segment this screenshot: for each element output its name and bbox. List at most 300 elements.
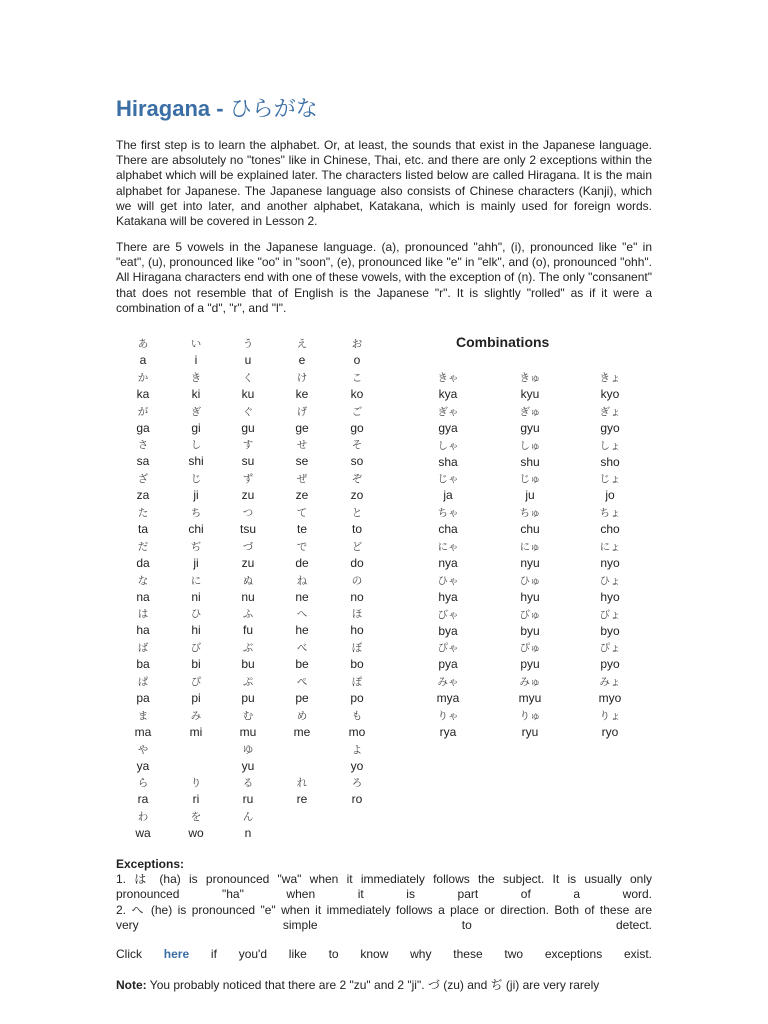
hiragana-cell [272, 539, 332, 571]
romaji-label: nyo [600, 556, 620, 570]
romaji-label: kyu [520, 387, 540, 401]
romaji-label: pyo [600, 657, 620, 672]
kana-char: ず [242, 473, 254, 486]
kana-char: ぎ [190, 405, 202, 418]
romaji-label: sho [600, 454, 620, 469]
hiragana-cell [113, 539, 173, 571]
hiragana-cell [272, 775, 332, 807]
kana-char: わ [137, 811, 149, 824]
combination-cell [418, 370, 478, 402]
combination-cell [580, 471, 640, 503]
romaji-label: ne [295, 589, 309, 604]
kana-char: は [137, 608, 149, 621]
hiragana-cell [327, 640, 387, 672]
combination-cell [418, 438, 478, 470]
romaji-label: jo [605, 488, 615, 503]
romaji-label: se [295, 454, 309, 469]
hiragana-cell [327, 674, 387, 706]
romaji-label: ke [295, 386, 309, 401]
kana-char: て [296, 507, 308, 519]
hiragana-cell [166, 370, 226, 402]
hiragana-cell [272, 606, 332, 638]
hiragana-cell [272, 674, 332, 706]
hiragana-cell [327, 708, 387, 740]
romaji-label: kyo [600, 387, 620, 401]
hiragana-cell [113, 606, 173, 638]
kana-char: ぴ [190, 676, 202, 688]
hiragana-cell [218, 674, 278, 706]
romaji-label: go [350, 420, 364, 435]
kana-char: ちゃ [437, 507, 459, 520]
romaji-label: chi [188, 522, 204, 536]
kana-char: ば [137, 642, 149, 655]
romaji-label: i [194, 353, 198, 367]
hiragana-cell [166, 404, 226, 436]
exception-1-line-1: 1. は (ha) is pronounced "wa" when it immediately follows the subject. It is usually only [116, 872, 652, 887]
kana-char: び [190, 642, 202, 655]
romaji-label: pe [295, 691, 309, 705]
combination-cell [500, 438, 560, 470]
romaji-label: ryo [601, 725, 619, 739]
hiragana-chart [116, 336, 652, 846]
kana-char: ひ [190, 608, 202, 621]
hiragana-cell [218, 471, 278, 503]
hiragana-cell [113, 471, 173, 503]
romaji-label: gu [241, 420, 255, 435]
romaji-label: ki [191, 386, 201, 401]
combination-cell [418, 674, 478, 706]
romaji-label: de [295, 555, 309, 570]
click-label: Click [116, 947, 142, 961]
combination-cell [580, 539, 640, 571]
kana-char: にゅ [519, 541, 541, 553]
romaji-label: nya [438, 556, 458, 570]
hiragana-cell [327, 539, 387, 571]
kana-char: げ [296, 405, 308, 418]
kana-char: ら [137, 777, 149, 790]
hiragana-cell [218, 708, 278, 740]
romaji-label: pyu [520, 657, 540, 672]
hiragana-cell [166, 640, 226, 672]
romaji-label: mo [348, 724, 366, 739]
exception-2-line-1: 2. へ (he) is pronounced "e" when it immediately follows a place or direction. Both of these are [116, 902, 652, 917]
combination-cell [580, 370, 640, 402]
hiragana-cell [327, 775, 387, 807]
romaji-label: wo [188, 826, 204, 841]
hiragana-cell [327, 505, 387, 537]
romaji-label: nyu [520, 556, 540, 570]
romaji-label: pu [241, 691, 255, 705]
kana-char: し [190, 439, 202, 452]
kana-char: よ [351, 743, 363, 756]
click-suffix: if you'd like to know why these two exceptions exist. [210, 947, 652, 961]
romaji-label: cho [600, 522, 620, 537]
romaji-label: te [296, 522, 307, 536]
hiragana-cell [113, 573, 173, 605]
hiragana-cell [272, 404, 332, 436]
combination-cell [418, 471, 478, 503]
hiragana-cell [218, 573, 278, 605]
kana-char: お [351, 338, 363, 350]
kana-char: ぬ [242, 574, 254, 587]
combination-cell [580, 708, 640, 740]
romaji-label: na [136, 589, 150, 604]
hiragana-cell [166, 336, 226, 368]
romaji-label: ta [137, 522, 148, 536]
romaji-label: hyu [520, 589, 540, 604]
kana-char: ね [296, 574, 308, 587]
kana-char: しょ [599, 439, 621, 452]
hiragana-cell [218, 606, 278, 638]
romaji-label: pa [136, 691, 150, 705]
romaji-label: ryu [521, 725, 539, 739]
romaji-label: n [244, 826, 252, 841]
hiragana-cell [327, 437, 387, 469]
kana-char: う [242, 338, 254, 350]
kana-char: せ [296, 439, 308, 452]
kana-char: きゃ [437, 372, 459, 384]
romaji-label: gya [438, 420, 458, 435]
combination-cell [580, 640, 640, 672]
kana-char: と [351, 507, 363, 519]
kana-char: しゅ [519, 439, 541, 452]
romaji-label: ri [192, 792, 200, 807]
kana-char: ぽ [351, 676, 363, 688]
hiragana-cell [327, 370, 387, 402]
hiragana-cell [327, 573, 387, 605]
hiragana-cell [272, 708, 332, 740]
romaji-label: he [295, 623, 309, 638]
kana-char: きょ [599, 372, 621, 384]
romaji-label: shu [520, 454, 540, 469]
romaji-label: hyo [600, 589, 620, 604]
kana-char: ま [137, 709, 149, 722]
kana-char: みゃ [437, 676, 459, 689]
romaji-label: ga [136, 420, 150, 435]
romaji-label: zu [241, 555, 255, 570]
kana-char: ぼ [351, 642, 363, 655]
romaji-label: wa [135, 826, 151, 841]
kana-char: みゅ [519, 676, 541, 689]
combination-cell [500, 607, 560, 639]
hiragana-cell [218, 742, 278, 774]
kana-char: りゅ [519, 710, 541, 722]
hiragana-cell [272, 471, 332, 503]
romaji-label: ko [350, 386, 364, 401]
romaji-label: tsu [239, 522, 256, 536]
hiragana-cell [113, 674, 173, 706]
kana-char: みょ [599, 676, 621, 689]
kana-char: ぎゃ [437, 405, 459, 418]
kana-char: や [137, 743, 149, 756]
kana-char: す [242, 439, 254, 452]
romaji-label: ji [193, 555, 199, 570]
kana-char: に [190, 574, 202, 587]
romaji-label: nu [241, 589, 255, 604]
romaji-label: pi [191, 691, 201, 705]
romaji-label: yo [350, 758, 364, 773]
kana-char: びょ [599, 608, 621, 621]
romaji-label: ru [242, 792, 254, 807]
hiragana-cell [327, 336, 387, 368]
kana-char: ぐ [242, 405, 254, 418]
hiragana-cell [218, 809, 278, 841]
combination-cell [580, 674, 640, 706]
exceptions-heading: Exceptions: [116, 857, 185, 871]
kana-char: な [137, 574, 149, 587]
romaji-label: rya [439, 725, 457, 739]
romaji-label: myu [518, 691, 542, 706]
romaji-label: do [350, 555, 364, 570]
kana-char: こ [351, 371, 363, 384]
kana-char: つ [242, 507, 254, 519]
romaji-label: ju [525, 488, 535, 503]
hiragana-cell [166, 437, 226, 469]
romaji-label: su [241, 454, 255, 469]
kana-char: ちゅ [519, 507, 541, 520]
romaji-label: to [351, 522, 362, 536]
kana-char: が [137, 405, 149, 418]
hiragana-cell [166, 606, 226, 638]
kana-char: ぴゃ [437, 642, 459, 655]
exceptions-section [116, 857, 652, 933]
combination-cell [418, 505, 478, 537]
romaji-label: byu [520, 623, 540, 638]
kana-char: ひゅ [519, 574, 541, 587]
hiragana-cell [327, 742, 387, 774]
combination-cell [580, 505, 640, 537]
romaji-label: ze [295, 488, 309, 503]
note-paragraph [116, 978, 652, 993]
romaji-label: gyu [520, 420, 540, 435]
romaji-label: po [350, 691, 364, 705]
combination-cell [418, 708, 478, 740]
kana-char: しゃ [437, 439, 459, 452]
kana-char: あ [137, 338, 149, 350]
romaji-label: ra [137, 792, 149, 807]
kana-char: り [190, 777, 202, 790]
intro-paragraph: The first step is to learn the alphabet. Or, at least, the sounds that exist in the Japanese language. There are absolutely no "tones" like in Chinese, Thai, etc. and there are only 2 exceptions within the alphabet which will be explained later. The characters listed below are called Hiragana. It is the main alphabet for Japanese. The Japanese language also consists of Chinese characters (Kanji), which we will get into later, and another alphabet, Katakana, which is mainly used for foreign words. Katakana will be covered in Lesson 2. [116, 138, 652, 229]
romaji-label: ja [443, 488, 453, 503]
kana-char: で [296, 540, 308, 553]
kana-char: か [137, 371, 149, 384]
hiragana-cell [218, 640, 278, 672]
hiragana-cell [166, 775, 226, 807]
kana-char: ちょ [599, 507, 621, 520]
kana-char: びゅ [519, 608, 541, 621]
kana-char: りゃ [437, 710, 459, 722]
hiragana-cell [166, 674, 226, 706]
hiragana-cell [113, 404, 173, 436]
kana-char: の [351, 574, 363, 587]
page-title [116, 92, 318, 123]
kana-char: ふ [242, 608, 254, 621]
kana-char: じゃ [437, 473, 459, 486]
kana-char: ぺ [296, 676, 308, 688]
hiragana-cell [113, 336, 173, 368]
romaji-label: be [295, 657, 309, 672]
romaji-label: ge [295, 420, 309, 435]
kana-char: だ [137, 540, 149, 553]
hiragana-cell [272, 640, 332, 672]
romaji-label: shi [188, 454, 204, 469]
hiragana-cell [272, 505, 332, 537]
kana-char: ぎゅ [519, 405, 541, 418]
romaji-label: re [296, 792, 308, 807]
kana-char: ぜ [296, 473, 308, 486]
romaji-label: ba [136, 657, 150, 672]
romaji-label: kya [438, 387, 458, 401]
romaji-label: mu [239, 724, 257, 739]
hiragana-cell [113, 742, 173, 774]
kana-char: にゃ [437, 541, 459, 553]
hiragana-cell [218, 505, 278, 537]
kana-char: け [296, 371, 308, 384]
kana-char: さ [137, 439, 149, 452]
romaji-label: fu [242, 623, 253, 638]
romaji-label: yu [241, 758, 255, 773]
combination-cell [418, 573, 478, 605]
combination-cell [418, 404, 478, 436]
romaji-label: ji [193, 488, 199, 503]
kana-char: い [190, 338, 202, 350]
combination-cell [500, 674, 560, 706]
kana-char: き [190, 371, 202, 384]
romaji-label: o [353, 353, 361, 367]
romaji-label: me [293, 724, 311, 739]
hiragana-cell [218, 539, 278, 571]
hiragana-cell [272, 336, 332, 368]
romaji-label: hya [438, 589, 458, 604]
romaji-label: no [350, 589, 364, 604]
kana-char: ん [242, 811, 254, 824]
romaji-label: sa [136, 454, 150, 469]
kana-char: ゆ [242, 743, 254, 756]
romaji-label: e [298, 353, 306, 367]
romaji-label: a [139, 353, 147, 367]
kana-char: め [296, 709, 308, 722]
kana-char: ち [190, 507, 202, 519]
hiragana-cell [113, 809, 173, 841]
hiragana-cell [166, 573, 226, 605]
kana-char: ご [351, 405, 363, 418]
kana-char: む [242, 709, 254, 722]
kana-char: た [137, 507, 149, 519]
exception-2-line-2: very simple to detect. [116, 917, 652, 932]
hiragana-cell [166, 471, 226, 503]
hiragana-cell [113, 437, 173, 469]
romaji-label: gyo [600, 420, 620, 435]
combination-cell [580, 573, 640, 605]
romaji-label: mi [189, 724, 203, 739]
click-here-line [116, 947, 652, 961]
kana-char: ぶ [242, 642, 254, 655]
romaji-label: gi [191, 420, 201, 435]
combinations-heading: Combinations [456, 334, 550, 350]
romaji-label: myo [598, 691, 622, 706]
combination-cell [418, 539, 478, 571]
hiragana-cell [218, 404, 278, 436]
romaji-label: ho [350, 623, 364, 638]
combination-cell [418, 607, 478, 639]
hiragana-cell [272, 573, 332, 605]
note-text: You probably noticed that there are 2 "zu" and 2 "ji". づ (zu) and ぢ (ji) are very rarely [146, 978, 600, 992]
kana-char: ひょ [599, 574, 621, 587]
hiragana-cell [272, 370, 332, 402]
romaji-label: pya [438, 657, 458, 672]
kana-char: ぢ [190, 540, 202, 553]
kana-char: じゅ [519, 473, 541, 486]
kana-char: ぷ [242, 676, 254, 688]
kana-char: じ [190, 473, 202, 486]
romaji-label: hi [191, 623, 201, 638]
hiragana-cell [113, 505, 173, 537]
romaji-label: bo [350, 657, 364, 672]
kana-char: く [242, 371, 254, 384]
combination-cell [418, 640, 478, 672]
combination-cell [580, 607, 640, 639]
romaji-label: sha [438, 454, 458, 469]
romaji-label: so [350, 454, 364, 469]
kana-char: ぎょ [599, 405, 621, 418]
title-text: Hiragana - [116, 96, 230, 121]
hiragana-cell [113, 708, 173, 740]
hiragana-cell [218, 775, 278, 807]
hiragana-cell [166, 708, 226, 740]
hiragana-cell [218, 336, 278, 368]
vowels-paragraph: There are 5 vowels in the Japanese language. (a), pronounced "ahh", (i), pronounced like "e" in "eat", (u), pronounced like "oo" in "soon", (e), pronounced like "e" in "elk", and (o), pronounced "ohh". All Hiragana characters end with one of these vowels, with the exception of (n). The only "consanent" that does not resemble that of English is the Japanese "r". It is slightly "rolled" as if it were a combination of a "d", "r", and "l". [116, 240, 652, 315]
here-link[interactable]: here [163, 947, 190, 961]
kana-char: べ [296, 642, 308, 655]
romaji-label: bi [191, 657, 201, 672]
hiragana-cell [327, 606, 387, 638]
hiragana-cell [218, 370, 278, 402]
kana-char: ぞ [351, 473, 363, 486]
hiragana-cell [113, 640, 173, 672]
title-kana: ひらがな [229, 97, 318, 122]
kana-char: きゅ [519, 372, 541, 384]
combination-cell [500, 573, 560, 605]
kana-char: ひゃ [437, 574, 459, 587]
kana-char: じょ [599, 473, 621, 486]
hiragana-cell [272, 437, 332, 469]
combination-cell [500, 708, 560, 740]
exception-1-line-2: pronounced "ha" when it is part of a word. [116, 887, 652, 902]
romaji-label: bu [241, 657, 255, 672]
hiragana-cell [166, 539, 226, 571]
kana-char: ぴょ [599, 642, 621, 655]
kana-char: ろ [351, 777, 363, 790]
hiragana-cell [166, 809, 226, 841]
kana-char: ざ [137, 473, 149, 486]
hiragana-cell [218, 437, 278, 469]
kana-char: づ [242, 540, 254, 553]
kana-char: ど [351, 540, 363, 553]
romaji-label: zu [241, 488, 255, 503]
romaji-label: da [136, 555, 150, 570]
kana-char: み [190, 709, 202, 722]
kana-char: へ [296, 608, 308, 621]
kana-char: え [296, 338, 308, 350]
kana-char: ぴゅ [519, 642, 541, 655]
romaji-label: u [244, 353, 252, 367]
romaji-label: ka [136, 386, 150, 401]
combination-cell [500, 539, 560, 571]
combination-cell [500, 505, 560, 537]
romaji-label: bya [438, 623, 458, 638]
romaji-label: ha [136, 623, 150, 638]
romaji-label: cha [438, 522, 458, 537]
